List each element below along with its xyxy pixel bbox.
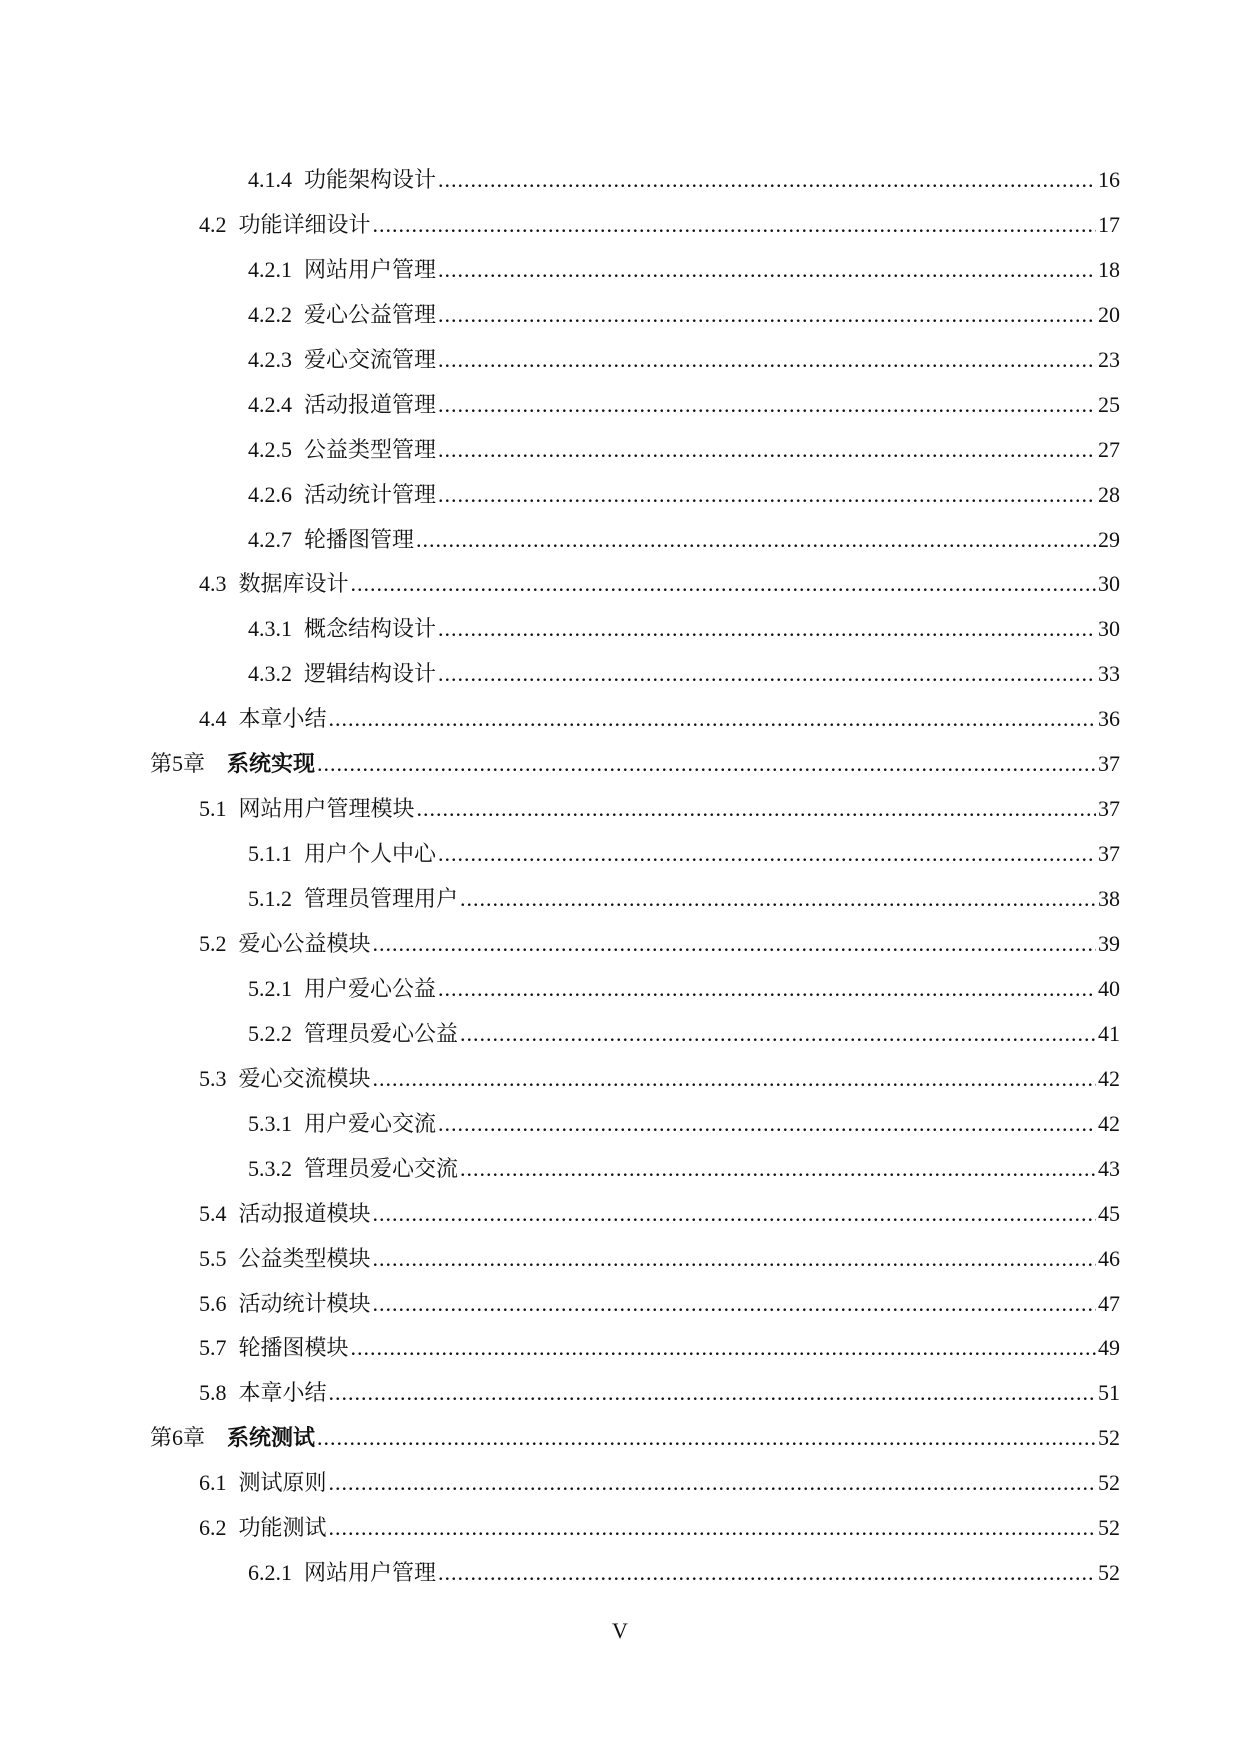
toc-entry-page: 27 xyxy=(1098,436,1120,462)
toc-entry-title: 网站用户管理 xyxy=(304,1560,437,1586)
dot-leader xyxy=(373,1289,1096,1319)
toc-entry-title: 爱心交流管理 xyxy=(304,346,437,372)
toc-entry-title: 用户个人中心 xyxy=(304,841,437,867)
toc-entry-number: 4.3.2 xyxy=(248,661,292,687)
toc-entry[interactable] xyxy=(248,1154,1120,1184)
dot-leader xyxy=(317,1423,1096,1453)
dot-leader xyxy=(438,345,1096,375)
dot-leader xyxy=(438,1558,1096,1588)
toc-entry-number: 6.1 xyxy=(199,1470,227,1496)
toc-entry-title: 轮播图模块 xyxy=(238,1335,349,1361)
toc-entry-number: 第5章 xyxy=(150,751,206,777)
toc-entry-page: 52 xyxy=(1098,1515,1120,1541)
toc-entry-number: 5.2.2 xyxy=(248,1020,292,1046)
toc-entry-title: 活动统计管理 xyxy=(304,481,437,507)
toc-entry-number: 6.2 xyxy=(199,1515,227,1541)
dot-leader xyxy=(329,1468,1096,1498)
toc-entry-page: 52 xyxy=(1098,1425,1120,1451)
toc-entry[interactable] xyxy=(248,345,1120,375)
toc-entry[interactable] xyxy=(248,165,1120,195)
toc-entry-title: 轮播图管理 xyxy=(304,526,415,552)
toc-entry[interactable] xyxy=(199,1468,1120,1498)
toc-entry-page: 25 xyxy=(1098,391,1120,417)
toc-entry[interactable] xyxy=(199,1378,1120,1408)
toc-entry[interactable] xyxy=(199,1513,1120,1543)
dot-leader xyxy=(438,839,1096,869)
toc-entry-title: 爱心交流模块 xyxy=(238,1065,371,1091)
toc-entry-title: 公益类型管理 xyxy=(304,436,437,462)
toc-entry-title: 测试原则 xyxy=(238,1470,327,1496)
toc-entry-page: 37 xyxy=(1098,796,1120,822)
toc-entry[interactable] xyxy=(199,1064,1120,1094)
dot-leader xyxy=(438,165,1096,195)
toc-entry-title: 活动统计模块 xyxy=(238,1290,371,1316)
toc-entry[interactable] xyxy=(199,794,1120,824)
toc-entry-title: 系统实现 xyxy=(227,751,316,777)
dot-leader xyxy=(438,659,1096,689)
toc-entry-title: 管理员爱心公益 xyxy=(304,1020,459,1046)
toc-entry-number: 5.8 xyxy=(199,1380,227,1406)
toc-entry-title: 本章小结 xyxy=(238,706,327,732)
toc-entry-title: 活动报道模块 xyxy=(238,1200,371,1226)
toc-entry-number: 5.7 xyxy=(199,1335,227,1361)
toc-entry-page: 49 xyxy=(1098,1335,1120,1361)
dot-leader xyxy=(373,1064,1096,1094)
toc-entry[interactable] xyxy=(199,704,1120,734)
toc-entry-page: 52 xyxy=(1098,1470,1120,1496)
dot-leader xyxy=(438,1109,1096,1139)
toc-entry-number: 5.6 xyxy=(199,1290,227,1316)
toc-entry-title: 公益类型模块 xyxy=(238,1245,371,1271)
toc-entry[interactable] xyxy=(248,300,1120,330)
toc-entry[interactable] xyxy=(199,1244,1120,1274)
toc-entry-number: 6.2.1 xyxy=(248,1560,292,1586)
toc-entry-page: 37 xyxy=(1098,751,1120,777)
dot-leader xyxy=(460,884,1096,914)
dot-leader xyxy=(329,704,1096,734)
toc-entry-page: 17 xyxy=(1098,211,1120,237)
dot-leader xyxy=(373,929,1096,959)
toc-entry-number: 4.3.1 xyxy=(248,616,292,642)
dot-leader xyxy=(329,1513,1096,1543)
toc-entry-page: 36 xyxy=(1098,706,1120,732)
page-number: V xyxy=(612,1618,628,1643)
toc-entry-title: 管理员爱心交流 xyxy=(304,1155,459,1181)
toc-entry-page: 30 xyxy=(1098,616,1120,642)
toc-entry[interactable] xyxy=(248,525,1120,555)
dot-leader xyxy=(460,1154,1096,1184)
dot-leader xyxy=(417,794,1096,824)
toc-entry-number: 5.1 xyxy=(199,796,227,822)
dot-leader xyxy=(373,1199,1096,1229)
toc-entry[interactable] xyxy=(248,839,1120,869)
dot-leader xyxy=(351,1333,1096,1363)
toc-entry[interactable] xyxy=(199,1333,1120,1363)
dot-leader xyxy=(438,255,1096,285)
toc-entry-number: 5.2 xyxy=(199,930,227,956)
toc-entry-number: 5.3.1 xyxy=(248,1110,292,1136)
toc-entry-page: 23 xyxy=(1098,346,1120,372)
toc-entry-title: 爱心公益管理 xyxy=(304,301,437,327)
dot-leader xyxy=(416,525,1096,555)
toc-entry[interactable] xyxy=(248,1109,1120,1139)
toc-entry-number: 4.2.6 xyxy=(248,481,292,507)
toc-entry[interactable] xyxy=(248,974,1120,1004)
toc-entry[interactable] xyxy=(150,749,1120,779)
toc-entry-title: 功能详细设计 xyxy=(238,211,371,237)
toc-entry-title: 逻辑结构设计 xyxy=(304,661,437,687)
toc-entry-number: 4.2.3 xyxy=(248,346,292,372)
toc-entry[interactable] xyxy=(248,435,1120,465)
toc-entry-page: 28 xyxy=(1098,481,1120,507)
toc-entry-page: 20 xyxy=(1098,301,1120,327)
dot-leader xyxy=(438,614,1096,644)
toc-entry-number: 4.3 xyxy=(199,571,227,597)
toc-entry[interactable] xyxy=(199,1289,1120,1319)
toc-entry-page: 41 xyxy=(1098,1020,1120,1046)
toc-entry-page: 33 xyxy=(1098,661,1120,687)
toc-entry-title: 网站用户管理模块 xyxy=(238,796,415,822)
toc-entry[interactable] xyxy=(248,480,1120,510)
toc-entry-page: 42 xyxy=(1098,1110,1120,1136)
toc-entry-number: 5.3 xyxy=(199,1065,227,1091)
dot-leader xyxy=(438,300,1096,330)
toc-entry-number: 5.1.2 xyxy=(248,886,292,912)
toc-entry-page: 40 xyxy=(1098,975,1120,1001)
toc-entry-number: 5.2.1 xyxy=(248,975,292,1001)
toc-entry-title: 爱心公益模块 xyxy=(238,930,371,956)
toc-entry-number: 4.1.4 xyxy=(248,167,292,192)
toc-entry-page: 29 xyxy=(1098,526,1120,552)
toc-entry[interactable] xyxy=(199,1199,1120,1229)
toc-entry-page: 39 xyxy=(1098,930,1120,956)
dot-leader xyxy=(317,749,1096,779)
dot-leader xyxy=(438,390,1096,420)
dot-leader xyxy=(438,435,1096,465)
toc-entry-title: 本章小结 xyxy=(238,1380,327,1406)
toc-entry-number: 4.2.1 xyxy=(248,256,292,282)
toc-entry-number: 第6章 xyxy=(150,1425,206,1451)
toc-entry[interactable] xyxy=(248,884,1120,914)
toc-entry-page: 37 xyxy=(1098,841,1120,867)
toc-entry[interactable] xyxy=(199,929,1120,959)
toc-entry-page: 43 xyxy=(1098,1155,1120,1181)
toc-entry[interactable] xyxy=(199,210,1120,240)
dot-leader xyxy=(438,480,1096,510)
toc-entry-title: 活动报道管理 xyxy=(304,391,437,417)
dot-leader xyxy=(460,1019,1096,1049)
toc-entry[interactable] xyxy=(248,614,1120,644)
toc-entry-title: 网站用户管理 xyxy=(304,256,437,282)
toc-entry[interactable] xyxy=(248,659,1120,689)
toc-entry-number: 4.4 xyxy=(199,706,227,732)
toc-entry-number: 5.5 xyxy=(199,1245,227,1271)
toc-entry-number: 4.2 xyxy=(199,211,227,237)
toc-entry[interactable] xyxy=(199,569,1120,599)
toc-entry-page: 51 xyxy=(1098,1380,1120,1406)
dot-leader xyxy=(373,210,1096,240)
toc-entry[interactable] xyxy=(248,1019,1120,1049)
toc-entry-title: 功能测试 xyxy=(238,1515,327,1541)
toc-entry-title: 用户爱心公益 xyxy=(304,975,437,1001)
toc-entry-title: 概念结构设计 xyxy=(304,616,437,642)
toc-entry-page: 46 xyxy=(1098,1245,1120,1271)
toc-entry[interactable] xyxy=(248,255,1120,285)
toc-entry[interactable] xyxy=(248,390,1120,420)
dot-leader xyxy=(329,1378,1096,1408)
toc-entry-number: 4.2.2 xyxy=(248,301,292,327)
toc-entry-number: 4.2.5 xyxy=(248,436,292,462)
toc-entry[interactable] xyxy=(150,1423,1120,1453)
toc-entry-number: 5.4 xyxy=(199,1200,227,1226)
toc-entry-title: 系统测试 xyxy=(227,1425,316,1451)
toc-entry-number: 5.3.2 xyxy=(248,1155,292,1181)
toc-entry-page: 45 xyxy=(1098,1200,1120,1226)
toc-entry-page: 30 xyxy=(1098,571,1120,597)
dot-leader xyxy=(373,1244,1096,1274)
toc-entry-number: 4.2.4 xyxy=(248,391,292,417)
toc-entry-page: 18 xyxy=(1098,256,1120,282)
toc-entry-page: 16 xyxy=(1098,167,1120,192)
dot-leader xyxy=(438,974,1096,1004)
toc-entry-number: 4.2.7 xyxy=(248,526,292,552)
toc-entry-page: 52 xyxy=(1098,1560,1120,1586)
toc-entry-page: 42 xyxy=(1098,1065,1120,1091)
dot-leader xyxy=(351,569,1096,599)
toc-entry-title: 用户爱心交流 xyxy=(304,1110,437,1136)
toc-entry-page: 38 xyxy=(1098,886,1120,912)
toc-entry-title: 功能架构设计 xyxy=(304,167,437,192)
toc-entry[interactable] xyxy=(248,1558,1120,1588)
toc-entry-number: 5.1.1 xyxy=(248,841,292,867)
toc-entry-title: 管理员管理用户 xyxy=(304,886,459,912)
toc-entry-page: 47 xyxy=(1098,1290,1120,1316)
toc-entry-title: 数据库设计 xyxy=(238,571,349,597)
